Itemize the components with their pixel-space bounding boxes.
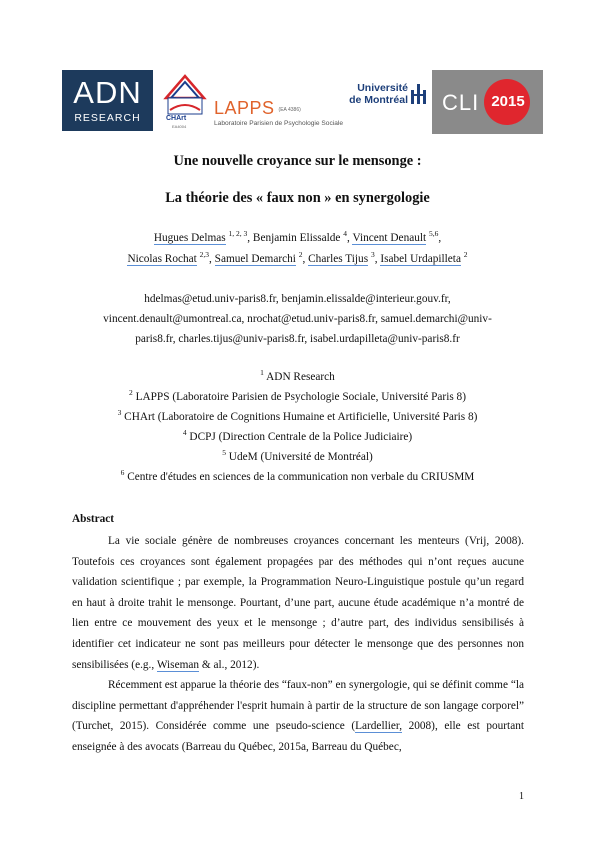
chart-logo-code: EA4004 xyxy=(172,124,187,129)
author-name[interactable]: Nicolas Rochat xyxy=(127,253,197,265)
paper-title-line2: La théorie des « faux non » en synergologie xyxy=(165,190,430,206)
author-affiliation-sup: 2 xyxy=(463,250,468,259)
author-affiliation-sup: 1, 2, 3 xyxy=(228,229,248,238)
cli-logo-text: CLI xyxy=(442,90,480,115)
abstract-paragraph-2 xyxy=(72,675,524,757)
paragraph-text: La vie sociale génère de nombreuses croyances concernant les menteurs (Vrij, 2008). Toutefois ces croyances sont également propagées par des méthodes qui n’ont reçues aucune validation scientifique ; par exemple, la Programmation Neuro-Linguistique postule qu’un regard en haut à droite trahit le mensonge. Pourtant, d’une part, aucune étude académique n’a montré de lien entre ce mouvement des yeux et le mensonge ; d’autre part, des individus sensibilisés à identifier cet indicateur ne sont pas meilleurs pour détecter le mensonge que des personnes non sensibilisées (e.g., xyxy=(72,535,524,671)
affiliation-text: UdeM (Université de Montréal) xyxy=(228,451,373,463)
author-hugues-delmas[interactable] xyxy=(153,229,248,244)
affiliation-list xyxy=(60,367,535,487)
affiliation-text: ADN Research xyxy=(266,371,335,383)
lapps-logo-code: (EA 4386) xyxy=(278,107,301,114)
affiliation-sup: 5 xyxy=(222,448,226,457)
author-affiliation-sup: 2,3 xyxy=(199,250,209,259)
author-name[interactable]: Vincent Denault xyxy=(352,232,427,244)
adn-logo-text: ADN xyxy=(73,75,142,110)
udem-logo-text xyxy=(324,82,408,106)
udem-logo-line1: Université xyxy=(357,82,408,94)
affiliation-sup: 4 xyxy=(182,428,187,437)
affiliation-item xyxy=(60,427,535,447)
author-vincent-denault[interactable] xyxy=(352,229,439,244)
author-charles-tijus[interactable] xyxy=(308,250,375,265)
affiliation-text: CHArt (Laboratoire de Cognitions Humaine et Artificielle, Université Paris 8) xyxy=(124,411,478,423)
email-line: vincent.denault@umontreal.ca, nrochat@etud.univ-paris8.fr, samuel.demarchi@univ- xyxy=(103,313,492,325)
email-line: hdelmas@etud.univ-paris8.fr, benjamin.elissalde@interieur.gouv.fr, xyxy=(144,293,451,305)
page-number: 1 xyxy=(519,791,524,802)
abstract-paragraph-1 xyxy=(72,531,524,675)
author-list-line1: Hugues Delmas $^{1, 2, 3}$, Benjamin Elissalde $^4$, Vincent Denault $^{5,6}$, xyxy=(153,229,442,244)
affiliation-text: LAPPS (Laboratoire Parisien de Psychologie Sociale, Université Paris 8) xyxy=(135,391,466,403)
author-nicolas-rochat[interactable] xyxy=(127,250,209,265)
chart-logo-label: CHArt xyxy=(166,115,187,122)
logo-banner xyxy=(62,70,542,134)
chart-logo xyxy=(162,72,208,130)
udem-logo xyxy=(324,80,434,114)
affiliation-sup: 6 xyxy=(120,468,125,477)
affiliation-text: DCPJ (Direction Centrale de la Police Judiciaire) xyxy=(189,431,413,443)
author-name[interactable]: Isabel Urdapilleta xyxy=(380,253,461,265)
affiliation-item xyxy=(60,407,535,427)
author-name[interactable]: Hugues Delmas xyxy=(153,232,226,244)
paragraph-text: & al., 2012). xyxy=(199,658,260,671)
affiliation-sup: 1 xyxy=(260,368,264,377)
citation-link-lardellier[interactable]: Lardellier, xyxy=(355,720,403,733)
affiliation-sup: 3 xyxy=(117,408,122,417)
affiliation-item xyxy=(60,447,535,467)
cli-2015-logo xyxy=(432,70,543,134)
author-affiliation-sup: 4 xyxy=(343,229,348,238)
author-affiliation-sup: 5,6 xyxy=(428,229,439,238)
author-affiliation-sup: 2 xyxy=(298,250,303,259)
paragraph-text: Récemment est apparue la théorie des “faux-non” en synergologie, qui se définit comme “la discipline permettant d'appréhender l'esprit humain à partir de la structure de son langage corporel” (Turchet, 2015). Considérée comme une pseudo-science ( xyxy=(72,679,524,733)
author-name[interactable]: Samuel Demarchi xyxy=(214,253,296,265)
author-benjamin-elissalde xyxy=(252,229,348,244)
author-list-line2: Nicolas Rochat $^{2,3}$, Samuel Demarchi $^2$, Charles Tijus $^3$, Isabel Urdapilleta $^2$ xyxy=(127,250,468,265)
author-name[interactable]: Charles Tijus xyxy=(308,253,369,265)
author-emails xyxy=(82,289,513,349)
cli-logo-year: 2015 xyxy=(491,93,525,110)
lapps-logo-name: LAPPS xyxy=(214,98,275,118)
udem-logo-line2: de Montréal xyxy=(349,94,408,106)
adn-research-logo xyxy=(62,70,153,131)
affiliation-text: Centre d'études en sciences de la communication non verbale du CRIUSMM xyxy=(127,471,475,483)
email-line: paris8.fr, charles.tijus@univ-paris8.fr, isabel.urdapilleta@univ-paris8.fr xyxy=(135,333,460,345)
citation-link-wiseman[interactable]: Wiseman xyxy=(156,658,200,671)
paper-title-line1: Une nouvelle croyance sur le mensonge : xyxy=(173,153,422,169)
author-isabel-urdapilleta[interactable] xyxy=(380,250,468,265)
udem-crest-icon xyxy=(410,82,428,106)
affiliation-item xyxy=(60,467,535,487)
author-samuel-demarchi[interactable] xyxy=(214,250,303,265)
affiliation-item xyxy=(60,367,535,387)
abstract-body xyxy=(72,531,524,758)
abstract-heading: Abstract xyxy=(72,513,115,525)
paragraph-text: 2008), elle est pourtant enseignée à des avocats (Barreau du Québec, 2015a, Barreau du Québec, xyxy=(72,720,525,753)
adn-logo-subtext: RESEARCH xyxy=(74,112,141,124)
affiliation-sup: 2 xyxy=(129,388,133,397)
author-affiliation-sup: 3 xyxy=(370,250,375,259)
author-name: Benjamin Elissalde xyxy=(252,232,341,244)
lapps-logo-subtitle: Laboratoire Parisien de Psychologie Sociale xyxy=(214,120,344,127)
affiliation-item xyxy=(60,387,535,407)
